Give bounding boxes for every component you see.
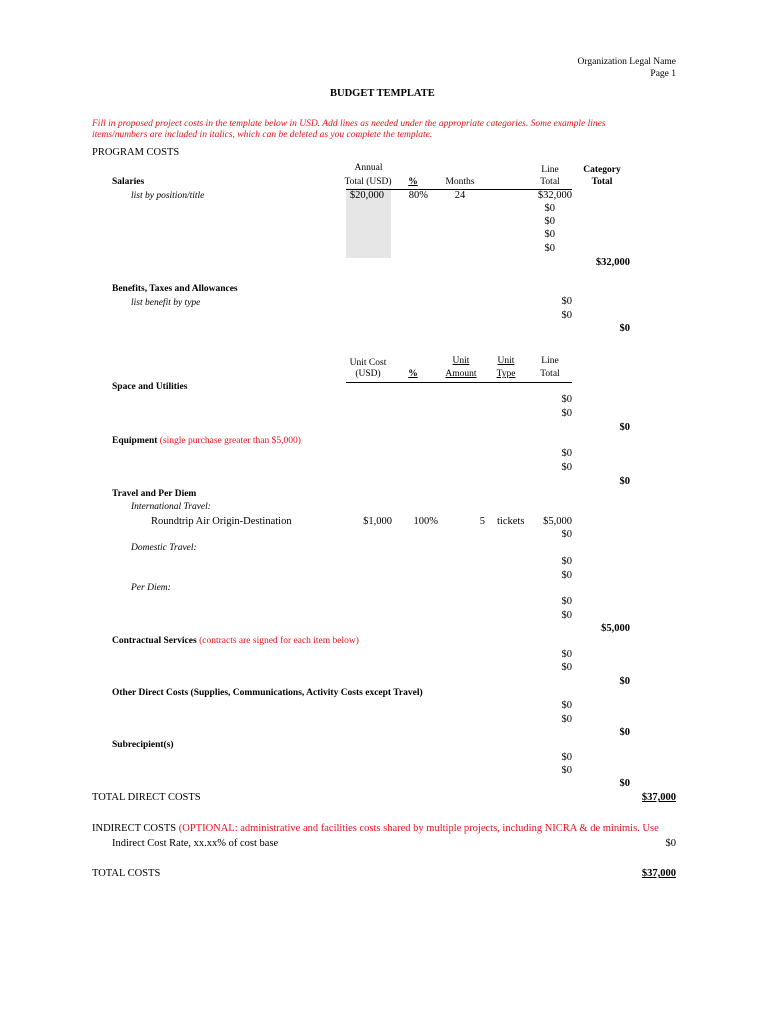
org-name: Organization Legal Name (577, 57, 676, 67)
intl-travel-label: International Travel: (131, 502, 211, 512)
page-number: Page 1 (650, 69, 676, 79)
intl-travel-type[interactable]: tickets (497, 516, 525, 527)
col-unit-2: Unit (497, 356, 515, 366)
col-unit-line-2: Total (540, 369, 560, 379)
domestic-travel-line: $0 (561, 570, 572, 581)
intl-travel-unit-cost[interactable]: $1,000 (363, 516, 392, 527)
col-line-2: Total (540, 177, 560, 187)
col-unit-1: Unit (452, 356, 470, 366)
equipment-line: $0 (561, 448, 572, 459)
equipment-note: (single purchase greater than $5,000) (159, 436, 301, 446)
domestic-travel-line: $0 (561, 556, 572, 567)
intl-travel-item-label: Roundtrip Air Origin-Destination (151, 516, 292, 527)
salary-blank-line: $0 (544, 216, 555, 227)
col-annual-1: Annual (354, 163, 383, 173)
benefits-heading: Benefits, Taxes and Allowances (112, 284, 238, 294)
per-diem-line: $0 (561, 610, 572, 621)
salary-blank-line: $0 (544, 203, 555, 214)
contractual-heading: Contractual Services (112, 636, 197, 646)
total-costs-value: $37,000 (641, 868, 676, 879)
other-direct-heading: Other Direct Costs (Supplies, Communications, Activity Costs except Travel) (112, 688, 423, 698)
salary-line-total: $32,000 (537, 190, 572, 201)
salary-pct-value[interactable]: 80% (408, 190, 428, 201)
indirect-rate-label: Indirect Cost Rate, xx.xx% of cost base (112, 838, 279, 849)
subrecipients-heading: Subrecipient(s) (112, 740, 174, 750)
space-heading: Space and Utilities (112, 382, 188, 392)
salary-blank-line: $0 (544, 243, 555, 254)
benefits-line: $0 (561, 310, 572, 321)
other-direct-line: $0 (561, 714, 572, 725)
travel-heading: Travel and Per Diem (112, 489, 197, 499)
total-direct-value: $37,000 (641, 792, 676, 803)
salaries-category-total: $32,000 (595, 257, 630, 268)
col-pct: % (408, 177, 418, 187)
salary-annual-value[interactable]: $20,000 (349, 190, 384, 201)
salary-blank-line: $0 (544, 229, 555, 240)
benefits-category-total: $0 (619, 323, 630, 334)
contractual-note: (contracts are signed for each item below) (199, 636, 359, 646)
subrecipients-line: $0 (561, 765, 572, 776)
page-title: BUDGET TEMPLATE (330, 88, 435, 99)
indirect-note: (OPTIONAL: administrative and facilities costs shared by multiple projects, including NICRA & de minimis. Use (178, 823, 659, 834)
equipment-heading: Equipment (112, 436, 158, 446)
salary-example-label: list by position/title (131, 191, 205, 201)
col-annual-2: Total (USD) (344, 177, 392, 187)
indirect-value: $0 (665, 838, 676, 849)
salary-months-value[interactable]: 24 (454, 190, 466, 201)
intl-travel-line-total: $5,000 (543, 516, 572, 527)
col-category-1: Category (583, 165, 621, 175)
space-line: $0 (561, 408, 572, 419)
intl-travel-blank-line: $0 (561, 529, 572, 540)
intl-travel-pct[interactable]: 100% (413, 516, 438, 527)
benefits-line: $0 (561, 296, 572, 307)
subrecipients-category-total: $0 (619, 778, 630, 789)
salaries-heading: Salaries (112, 177, 145, 187)
total-direct-label: TOTAL DIRECT COSTS (92, 792, 201, 803)
equipment-category-total: $0 (619, 476, 630, 487)
instructions-line-1: Fill in proposed project costs in the template below in USD. Add lines as needed under the appropriate categories. Some example lines (92, 119, 606, 129)
col-unit-pct: % (408, 369, 418, 379)
col-months: Months (445, 177, 475, 187)
unit-header-rule (346, 382, 572, 383)
instructions-line-2: items/numbers are included in italics, which can be deleted as you complete the template. (92, 130, 433, 140)
col-amount: Amount (445, 369, 477, 379)
subrecipients-line: $0 (561, 752, 572, 763)
intl-travel-amount[interactable]: 5 (479, 516, 485, 527)
indirect-label: INDIRECT COSTS (92, 823, 177, 834)
col-unit-cost-2: (USD) (355, 369, 381, 379)
other-direct-line: $0 (561, 700, 572, 711)
domestic-travel-label: Domestic Travel: (131, 543, 197, 553)
contractual-line: $0 (561, 649, 572, 660)
space-line: $0 (561, 394, 572, 405)
travel-category-total: $5,000 (601, 623, 630, 634)
col-category-2: Total (591, 177, 613, 187)
contractual-line: $0 (561, 662, 572, 673)
col-unit-cost-1: Unit Cost (349, 358, 387, 368)
col-line-1: Line (541, 165, 559, 175)
col-unit-line-1: Line (541, 356, 559, 366)
program-costs-heading: PROGRAM COSTS (92, 147, 180, 158)
space-category-total: $0 (619, 422, 630, 433)
col-type: Type (496, 369, 516, 379)
per-diem-line: $0 (561, 596, 572, 607)
equipment-line: $0 (561, 462, 572, 473)
contractual-category-total: $0 (619, 676, 630, 687)
other-direct-category-total: $0 (619, 727, 630, 738)
per-diem-label: Per Diem: (131, 583, 171, 593)
total-costs-label: TOTAL COSTS (92, 868, 161, 879)
benefits-example-label: list benefit by type (131, 298, 201, 308)
